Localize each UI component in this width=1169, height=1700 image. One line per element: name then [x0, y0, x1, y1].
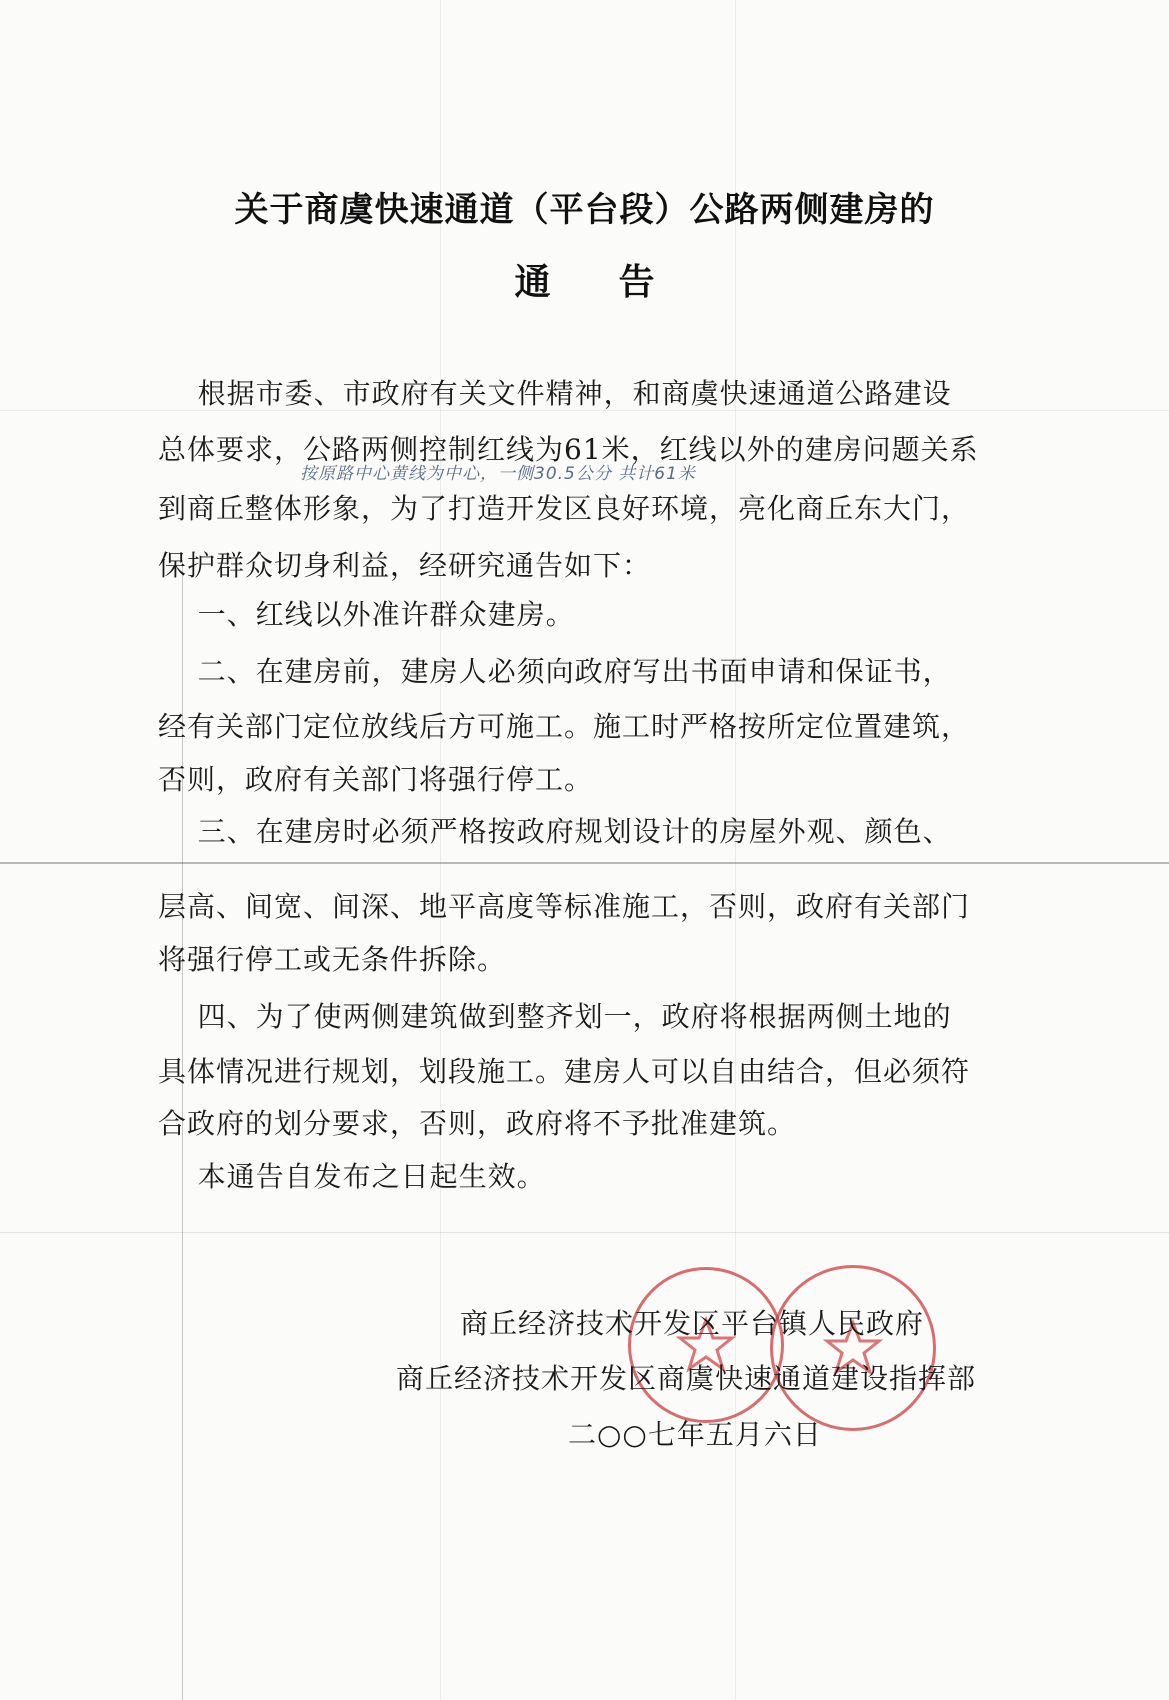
issuer-2: 商丘经济技术开发区商虞快速通道建设指挥部 [396, 1362, 977, 1395]
paragraph-line: 保护群众切身利益，经研究通告如下： [158, 549, 652, 582]
seal-star-icon [631, 1270, 781, 1420]
heading-char-1: 通 [514, 262, 551, 303]
list-item-2-line: 否则，政府有关部门将强行停工。 [158, 763, 594, 796]
official-seal [770, 1265, 936, 1431]
list-item-2-line: 二、在建房前，建房人必须向政府写出书面申请和保证书， [158, 655, 952, 688]
handwritten-annotation: 按原路中心黄线为中心，一侧30.5公分 共计61米 [300, 464, 696, 484]
list-item-4-line: 四、为了使两侧建筑做到整齐划一，政府将根据两侧土地的 [158, 1000, 952, 1033]
notice-title: 关于商虞快速通道（平台段）公路两侧建房的 [234, 190, 935, 230]
list-item-3-line: 三、在建房时必须严格按政府规划设计的房屋外观、颜色、 [158, 815, 952, 848]
list-item-4-line: 具体情况进行规划，划段施工。建房人可以自由结合，但必须符 [158, 1055, 971, 1088]
heading-char-2: 告 [618, 262, 655, 303]
notice-heading [0, 254, 1169, 305]
list-item-3-line: 层高、间宽、间深、地平高度等标准施工，否则，政府有关部门 [158, 890, 971, 923]
paragraph-line: 到商丘整体形象，为了打造开发区良好环境，亮化商丘东大门， [158, 492, 971, 525]
official-seal [628, 1267, 784, 1423]
list-item-4-line: 合政府的划分要求，否则，政府将不予批准建筑。 [158, 1107, 797, 1140]
paragraph-line: 总体要求，公路两侧控制红线为61米，红线以外的建房问题关系 [158, 433, 979, 466]
list-item-3-line: 将强行停工或无条件拆除。 [158, 943, 507, 976]
issue-date: 二○○七年五月六日 [568, 1418, 822, 1451]
closing-line: 本通告自发布之日起生效。 [158, 1160, 546, 1193]
fold-line [0, 862, 1169, 864]
paragraph-line: 根据市委、市政府有关文件精神，和商虞快速通道公路建设 [158, 377, 952, 410]
list-item-1: 一、红线以外准许群众建房。 [158, 598, 575, 631]
seal-star-icon [773, 1268, 933, 1428]
issuer-1: 商丘经济技术开发区平台镇人民政府 [460, 1307, 925, 1340]
list-item-2-line: 经有关部门定位放线后方可施工。施工时严格按所定位置建筑， [158, 710, 971, 743]
fold-line [0, 1232, 1169, 1233]
